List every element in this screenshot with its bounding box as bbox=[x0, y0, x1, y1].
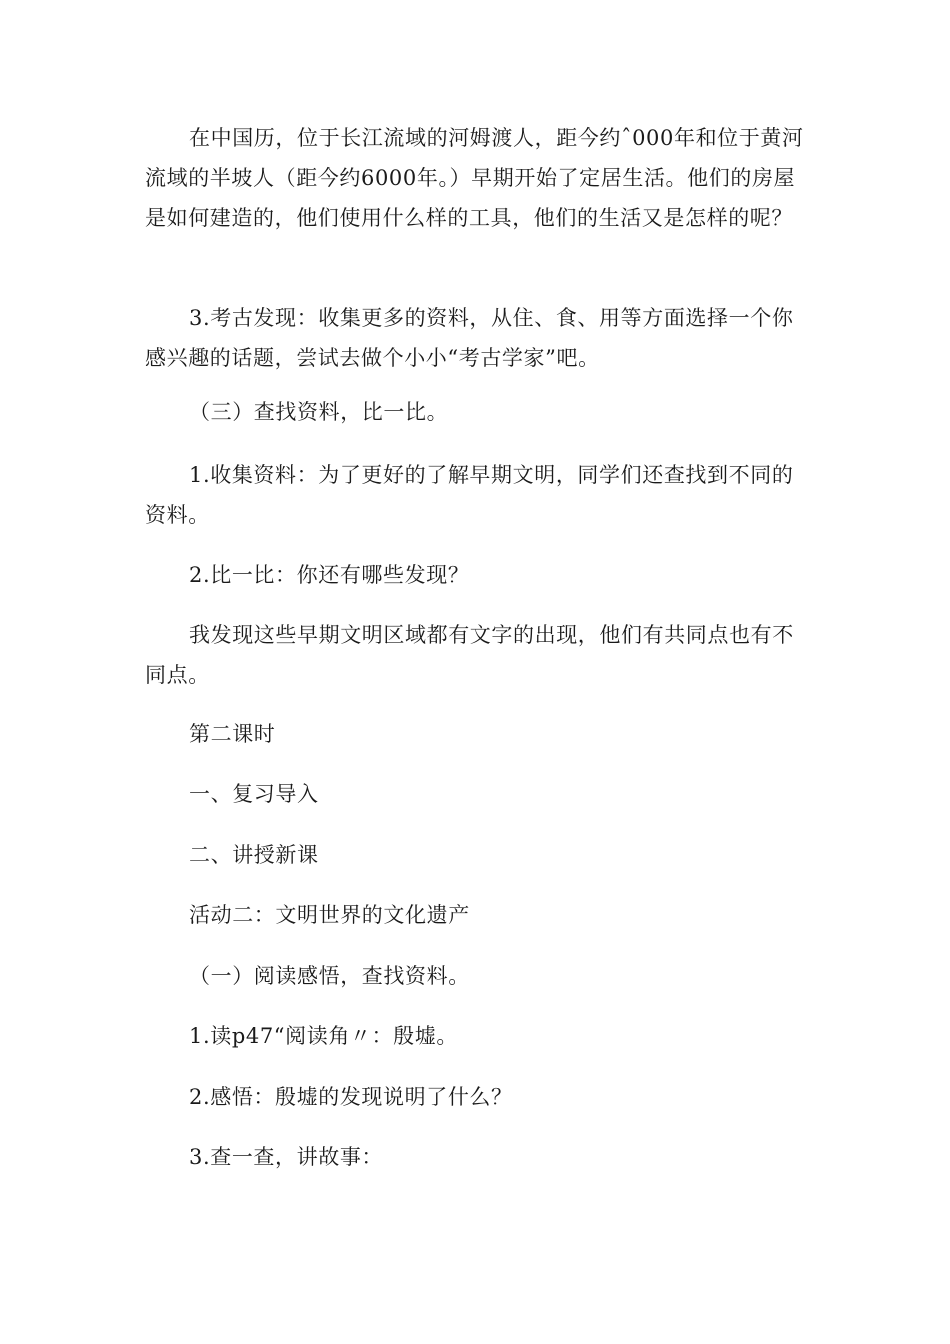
paragraph-findings: 我发现这些早期文明区域都有文字的出现，他们有共同点也有不同点。 bbox=[145, 623, 794, 687]
paragraph-hemudu-banpo: 在中国历，位于长江流域的河姆渡人，距今约ˆ000年和位于黄河流域的半坡人（距今约6000年。）早期开始了定居生活。他们的房屋是如何建造的，他们使用什么样的工具，他们的生活又是怎样的呢？ bbox=[145, 126, 804, 230]
paragraph-reading-insight: （一）阅读感悟，查找资料。 bbox=[189, 964, 470, 988]
paragraph-collect-materials: 1.收集资料：为了更好的了解早期文明，同学们还查找到不同的资料。 bbox=[145, 463, 794, 527]
paragraph-check-story: 3.查一查，讲故事： bbox=[189, 1145, 384, 1169]
paragraph-compare: 2.比一比：你还有哪些发现？ bbox=[189, 563, 470, 587]
paragraph-new-lesson: 二、讲授新课 bbox=[189, 843, 319, 867]
paragraph-activity-two: 活动二：文明世界的文化遗产 bbox=[189, 903, 470, 927]
paragraph-review-intro: 一、复习导入 bbox=[189, 782, 319, 806]
paragraph-read-p47: 1.读p47“阅读角〃：殷墟。 bbox=[189, 1024, 458, 1048]
paragraph-insight-yinxu: 2.感悟：殷墟的发现说明了什么？ bbox=[189, 1085, 513, 1109]
paragraph-archaeology-discovery: 3.考古发现：收集更多的资料，从住、食、用等方面选择一个你感兴趣的话题，尝试去做个小小“考古学家”吧。 bbox=[145, 306, 794, 370]
paragraph-second-lesson: 第二课时 bbox=[189, 722, 276, 746]
paragraph-section-three-heading: （三）查找资料，比一比。 bbox=[189, 400, 449, 424]
